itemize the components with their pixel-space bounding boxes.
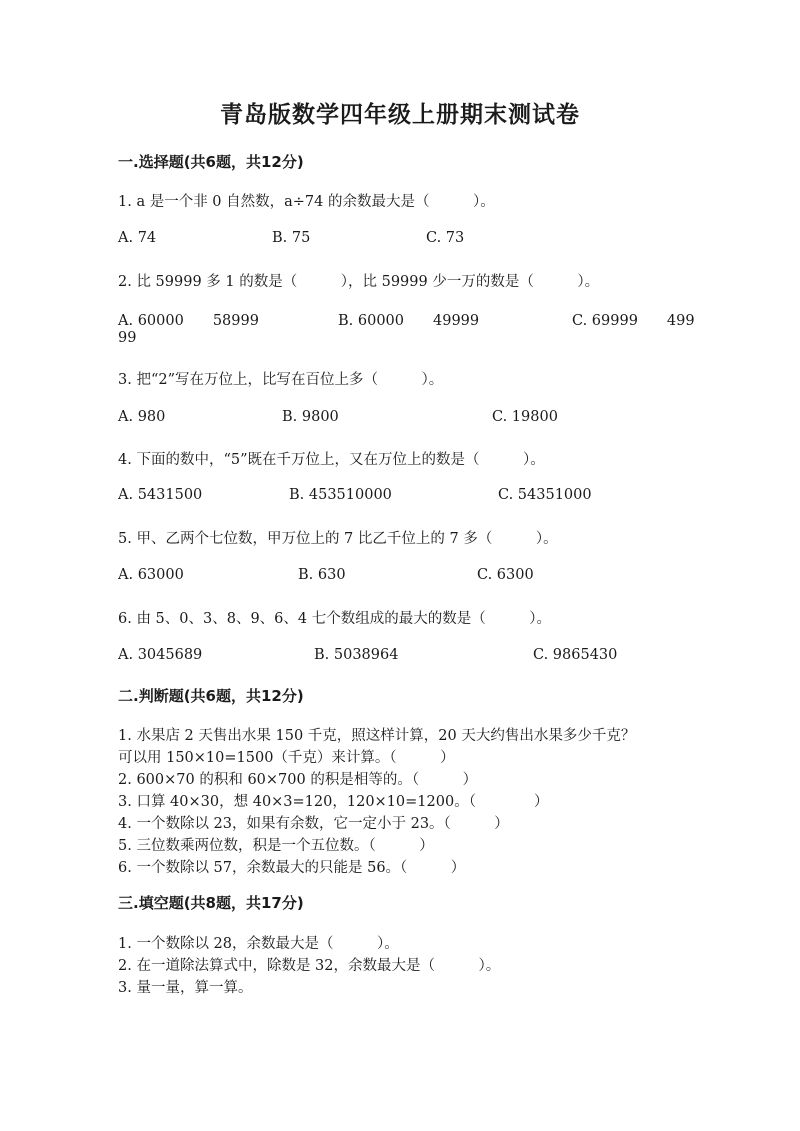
q6-option-c: C. 9865430 (533, 647, 618, 663)
q4-option-c: C. 54351000 (498, 487, 592, 503)
q4-option-b: B. 453510000 (289, 487, 392, 503)
q1-option-a: A. 74 (118, 230, 157, 246)
q1-option-b: B. 75 (272, 230, 311, 246)
question-6: 6. 由 5、0、3、8、9、6、4 七个数组成的最大的数是（ ）。 (118, 611, 551, 627)
section-heading-judge: 二.判断题(共6题，共12分) (118, 687, 304, 705)
question-3: 3. 把“2”写在万位上，比写在百位上多（ ）。 (118, 372, 444, 388)
q3-option-c: C. 19800 (492, 409, 558, 425)
fill-2: 2. 在一道除法算式中，除数是 32，余数最大是（ ）。 (118, 958, 501, 974)
judge-3: 3. 口算 40×30，想 40×3=120，120×10=1200。（ ） (118, 794, 549, 810)
q4-option-a: A. 5431500 (118, 487, 203, 503)
judge-5: 5. 三位数乘两位数，积是一个五位数。（ ） (118, 838, 434, 854)
judge-4: 4. 一个数除以 23，如果有余数，它一定小于 23。（ ） (118, 816, 509, 832)
q3-option-b: B. 9800 (282, 409, 339, 425)
judge-6: 6. 一个数除以 57，余数最大的只能是 56。（ ） (118, 860, 466, 876)
q5-option-a: A. 63000 (118, 567, 184, 583)
judge-1-line-2: 可以用 150×10=1500（千克）来计算。（ ） (118, 750, 455, 766)
q2-option-b: B. 60000 49999 (338, 313, 480, 329)
q2-option-a: A. 60000 58999 (118, 313, 259, 329)
question-5: 5. 甲、乙两个七位数，甲万位上的 7 比乙千位上的 7 多（ ）。 (118, 531, 558, 547)
q5-option-b: B. 630 (298, 567, 346, 583)
q2-option-c-wrap: 99 (118, 330, 137, 346)
fill-1: 1. 一个数除以 28，余数最大是（ ）。 (118, 936, 399, 952)
q6-option-a: A. 3045689 (118, 647, 203, 663)
q1-option-c: C. 73 (426, 230, 465, 246)
section-heading-fill: 三.填空题(共8题，共17分) (118, 894, 304, 912)
q2-option-c: C. 69999 499 (572, 313, 695, 329)
judge-1-line-1: 1. 水果店 2 天售出水果 150 千克，照这样计算，20 天大约售出水果多少千克？ (118, 728, 636, 744)
q3-option-a: A. 980 (118, 409, 166, 425)
section-heading-choice: 一.选择题(共6题，共12分) (118, 153, 304, 171)
fill-3: 3. 量一量，算一算。 (118, 980, 253, 996)
question-1: 1. a 是一个非 0 自然数，a÷74 的余数最大是（ ）。 (118, 194, 495, 210)
judge-2: 2. 600×70 的积和 60×700 的积是相等的。（ ） (118, 772, 478, 788)
page-title: 青岛版数学四年级上册期末测试卷 (220, 102, 580, 128)
question-4: 4. 下面的数中，“5”既在千万位上，又在万位上的数是（ ）。 (118, 452, 545, 468)
q6-option-b: B. 5038964 (314, 647, 399, 663)
question-2: 2. 比 59999 多 1 的数是（ ），比 59999 少一万的数是（ ）。 (118, 274, 600, 290)
q5-option-c: C. 6300 (477, 567, 534, 583)
